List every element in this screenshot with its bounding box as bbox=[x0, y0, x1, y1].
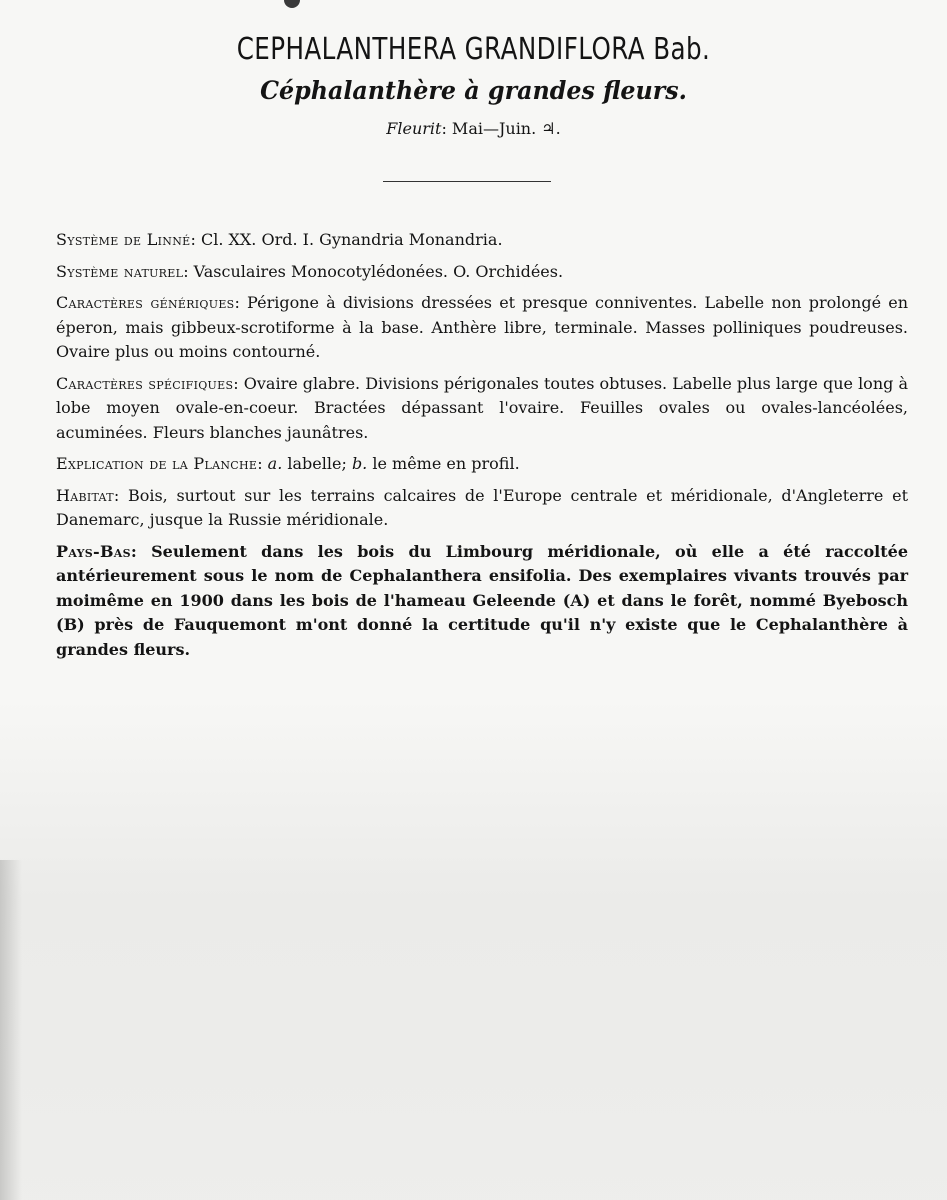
section-label: Pays-Bas bbox=[56, 541, 131, 561]
section-label: Caractères génériques bbox=[56, 293, 235, 312]
figure-caption-b: le même en profil. bbox=[367, 454, 520, 473]
section-label: Caractères spécifiques bbox=[56, 373, 234, 393]
page-header bbox=[0, 30, 947, 140]
section-text: : Vasculaires Monocotylédonées. O. Orchidées. bbox=[183, 261, 564, 281]
section-text: : Ovaire glabre. Divisions périgonales toutes obtuses. Labelle plus large que long à lobe moyen ovale-en-coeur. Bractées dépassant l'ovaire. Feuilles ovales ou ovales-lancéolées, acuminées. Fleurs blanches jaunâtres. bbox=[56, 373, 908, 442]
flowering-label: Fleurit bbox=[386, 119, 442, 138]
description-body bbox=[56, 228, 908, 669]
section-naturel bbox=[56, 260, 908, 285]
species-title: CEPHALANTHERA GRANDIFLORA Bab. bbox=[236, 32, 711, 67]
section-text: : Cl. XX. Ord. I. Gynandria Monandria. bbox=[190, 230, 503, 249]
section-specifiques bbox=[56, 372, 908, 446]
ink-mark bbox=[284, 0, 300, 8]
section-text: : Périgone à divisions dressées et presque conniventes. Labelle non prolongé en éperon, mais gibbeux-scrotiforme à la base. Anthère libre, terminale. Masses polliniques poudreuses. Ovaire plus ou moins contourné. bbox=[56, 293, 908, 361]
figure-letter-b: b. bbox=[351, 454, 368, 473]
figure-letter-a: a. bbox=[267, 454, 283, 473]
section-label: Système naturel bbox=[56, 261, 184, 281]
separator-rule bbox=[383, 181, 551, 182]
flowering-period bbox=[0, 118, 947, 140]
flowering-value: : Mai—Juin. ♃. bbox=[441, 119, 561, 138]
section-text: : Seulement dans les bois du Limbourg méridionale, où elle a été raccoltée antérieurement sous le nom de Cephalanthera ensifolia. Des exemplaires vivants trouvés par moimême en 1900 dans les bois de l'hameau Geleende (A) et dans le forêt, nommé Byebosch (B) près de Fauquemont m'ont donné la certitude qu'il n'y existe que le Cephalanthère à grandes fleurs. bbox=[56, 541, 908, 659]
section-planche: Explication de la Planche: a. labelle; b. le même en profil. bbox=[56, 454, 520, 473]
section-label: Habitat bbox=[56, 485, 114, 505]
section-habitat bbox=[56, 484, 908, 533]
section-label: Explication de la Planche bbox=[56, 454, 258, 473]
figure-caption-a: labelle; bbox=[282, 454, 352, 473]
scan-shading bbox=[0, 700, 947, 1200]
section-label: Système de Linné bbox=[56, 230, 191, 249]
section-linne bbox=[56, 228, 908, 253]
page-edge-shadow bbox=[0, 860, 22, 1200]
section-text: : Bois, surtout sur les terrains calcaires de l'Europe centrale et méridionale, d'Angleterre et Danemarc, jusque la Russie méridionale. bbox=[56, 485, 908, 529]
french-common-name: Céphalanthère à grandes fleurs. bbox=[260, 76, 687, 105]
section-generiques bbox=[56, 291, 908, 365]
section-paysbas bbox=[56, 540, 908, 663]
